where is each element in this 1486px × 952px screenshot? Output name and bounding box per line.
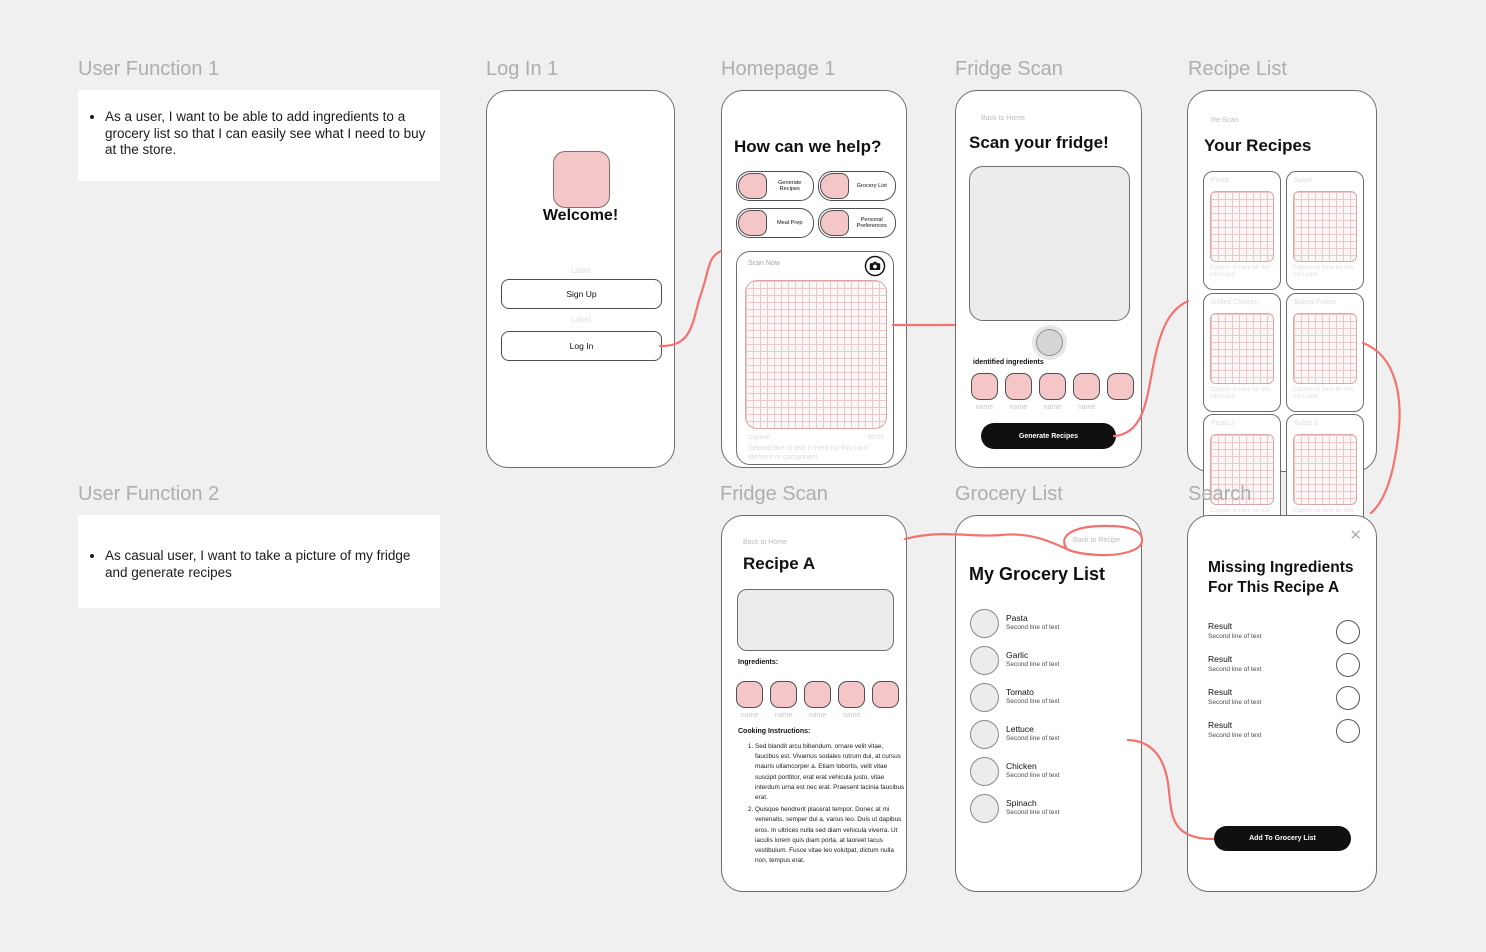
scan-caption: Caption [748, 434, 771, 441]
ingredients-row [736, 681, 899, 708]
identified-ingredients-row [971, 373, 1134, 400]
camera-icon[interactable] [864, 255, 886, 282]
my-grocery-list-heading: My Grocery List [969, 564, 1106, 584]
frame-title-grocery-list: Grocery List [955, 483, 1063, 505]
log-in-button[interactable] [501, 331, 662, 361]
grocery-item-name: Lettuce [1006, 724, 1034, 734]
field-label-1: Label [570, 266, 591, 275]
result-name: Result [1208, 654, 1233, 664]
field-label-2: Label [570, 315, 591, 324]
recipe-card-baked-potato[interactable]: Baked Potato Caption in here for this mini-card [1286, 293, 1364, 412]
grocery-item-detail: Second line of text [1006, 624, 1060, 631]
button-thumb [738, 173, 767, 199]
recipe-card-grilled-chicken[interactable]: Grilled Chicken Caption in here for this mini-card [1203, 293, 1281, 412]
grocery-item-name: Tomato [1006, 687, 1034, 697]
user-story-1-text: • As a user, I want to be able to add ingredients to a grocery list so that I can easily see what I need to buy at the store. [105, 109, 428, 159]
recipe-a-heading: Recipe A [743, 554, 816, 573]
ingredient-thumb [1039, 373, 1066, 400]
button-thumb [820, 173, 849, 199]
scan-time: 00:00 [867, 434, 884, 441]
ingredient-name: name [1043, 404, 1062, 411]
note-card-user-function-2 [78, 515, 440, 608]
ingredient-thumb [804, 681, 831, 708]
add-to-grocery-list-button[interactable]: Add To Grocery List [1214, 826, 1351, 851]
screen-grocery-list [955, 515, 1142, 892]
recipe-thumb-grid [1293, 191, 1357, 262]
grocery-item-detail: Second line of text [1006, 809, 1060, 816]
ingredient-thumb [1005, 373, 1032, 400]
result-check-circle[interactable] [1336, 620, 1360, 644]
re-scan-link[interactable]: Re-Scan [1211, 117, 1239, 124]
fridge-scan-heading: Scan your fridge! [969, 133, 1109, 152]
grocery-check-circle[interactable] [970, 683, 999, 712]
result-detail: Second line of text [1208, 699, 1262, 706]
sign-up-button[interactable] [501, 279, 662, 309]
button-thumb [738, 210, 767, 236]
ingredient-thumb [872, 681, 899, 708]
grocery-item-name: Pasta [1006, 613, 1028, 623]
ingredient-names-row [971, 404, 1100, 411]
sign-up-label: Sign Up [566, 289, 597, 299]
grocery-item-detail: Second line of text [1006, 661, 1060, 668]
result-check-circle[interactable] [1336, 686, 1360, 710]
result-name: Result [1208, 687, 1233, 697]
result-detail: Second line of text [1208, 633, 1262, 640]
grocery-check-circle[interactable] [970, 794, 999, 823]
recipe-card-pasta[interactable]: Pasta Caption in here for this mini-card [1203, 171, 1281, 290]
result-name: Result [1208, 621, 1233, 631]
cooking-step: 1. Sed blandit arcu bibendum, ornare velit vitae, faucibus est. Vivamus sodales rutrum dui, at cursus mauris ullamcorper a. Etiam lobortis, velit vitae suscipit porttitor, erat erat vehicula justo, vitae interdum urna est nec erat. Praesent lacinia faucibus erat. [755, 742, 905, 803]
screen-search [1187, 515, 1377, 892]
close-icon[interactable]: ✕ [1349, 527, 1362, 544]
ingredient-name: name [740, 712, 759, 719]
button-thumb [820, 210, 849, 236]
grocery-item-detail: Second line of text [1006, 772, 1060, 779]
grocery-item-name: Spinach [1006, 798, 1037, 808]
cooking-steps-list [742, 742, 905, 868]
ingredient-thumb [736, 681, 763, 708]
ingredient-name: name [774, 712, 793, 719]
back-to-home-link[interactable]: Back to Home [981, 115, 1025, 122]
personal-preferences-nav-button[interactable]: Personal Preferences [818, 208, 896, 238]
grocery-check-circle[interactable] [970, 720, 999, 749]
frame-title-recipe-list: Recipe List [1188, 58, 1287, 80]
log-in-label: Log In [569, 341, 594, 351]
screen-fridge-scan [955, 90, 1142, 468]
app-logo [553, 151, 610, 208]
ingredient-thumb [838, 681, 865, 708]
ingredient-name: name [842, 712, 861, 719]
grocery-item-detail: Second line of text [1006, 698, 1060, 705]
grocery-list-nav-button[interactable]: Grocery List [818, 171, 896, 201]
recipe-thumb-grid [1210, 313, 1274, 384]
generate-recipes-nav-button[interactable]: Generate Recipes [736, 171, 814, 201]
cooking-step: 2. Quisque hendrerit placerat tempor. Donec at mi venenatis, semper dui a, varius leo. Duis ut dapibus eros. In ultrices nulla sed diam vehicula viverra. Ut iaculis lorem quis diam porta, at laoreet lacus vestibulum. Fusce vitae leo volutpat, dictum nulla non, tempus erat. [755, 805, 905, 866]
result-name: Result [1208, 720, 1233, 730]
recipe-thumb-grid [1293, 434, 1357, 505]
frame-title-search: Search [1188, 483, 1252, 505]
note-card-user-function-1 [78, 90, 440, 181]
ingredient-names-row [736, 712, 865, 719]
frame-title-fridge-scan: Fridge Scan [955, 58, 1063, 80]
grocery-item-name: Chicken [1006, 761, 1037, 771]
screen-log-in [486, 90, 675, 468]
frame-title-user-function-2: User Function 2 [78, 483, 220, 505]
recipe-card-salad-2[interactable]: Salad 2 Caption in here for this [1286, 414, 1364, 533]
user-story-2-text: • As casual user, I want to take a picture of my fridge and generate recipes [105, 548, 428, 581]
frame-title-recipe-detail: Fridge Scan [720, 483, 828, 505]
grocery-check-circle[interactable] [970, 646, 999, 675]
screen-recipe-detail [721, 515, 907, 892]
welcome-heading: Welcome! [542, 207, 619, 224]
recipe-thumb-grid [1293, 313, 1357, 384]
ingredient-thumb [1073, 373, 1100, 400]
result-check-circle[interactable] [1336, 653, 1360, 677]
scan-now-label: Scan Now [748, 260, 780, 267]
back-to-recipe-link[interactable]: Back to Recipe [1073, 537, 1121, 544]
grocery-check-circle[interactable] [970, 757, 999, 786]
identified-ingredients-label: identified ingredients [973, 359, 1044, 366]
grocery-check-circle[interactable] [970, 609, 999, 638]
meal-prep-nav-button[interactable]: Meal Prep [736, 208, 814, 238]
recipe-thumb-grid [1210, 191, 1274, 262]
ingredient-thumb [1107, 373, 1134, 400]
ingredient-name: name [1009, 404, 1028, 411]
generate-recipes-button[interactable]: Generate Recipes [981, 423, 1116, 449]
grocery-item-detail: Second line of text [1006, 735, 1060, 742]
ingredient-name: name [1077, 404, 1096, 411]
recipe-card-pasta-2[interactable]: Pasta 2 Caption in here for this [1203, 414, 1281, 533]
ingredient-thumb [971, 373, 998, 400]
recipe-card-salad[interactable]: Salad Caption in here for this mini-card [1286, 171, 1364, 290]
recipe-image-placeholder [737, 589, 894, 651]
shutter-button[interactable] [1036, 329, 1063, 356]
ingredients-label: Ingredients: [738, 659, 779, 666]
your-recipes-heading: Your Recipes [1204, 136, 1312, 155]
scan-now-card[interactable] [736, 251, 894, 465]
ingredient-name: name [975, 404, 994, 411]
ingredient-thumb [770, 681, 797, 708]
cooking-instructions-label: Cooking Instructions: [738, 728, 811, 735]
homepage-heading: How can we help? [734, 137, 882, 156]
scan-subtext: Second line of text in here for this card element or component. [748, 445, 868, 461]
result-detail: Second line of text [1208, 666, 1262, 673]
camera-viewport [969, 166, 1130, 321]
ingredient-name: name [808, 712, 827, 719]
frame-title-log-in: Log In 1 [486, 58, 559, 80]
grocery-item-name: Garlic [1006, 650, 1029, 660]
frame-title-homepage: Homepage 1 [721, 58, 836, 80]
missing-ingredients-heading: Missing Ingredients For This Recipe A [1208, 559, 1354, 596]
screen-homepage [721, 90, 907, 468]
result-detail: Second line of text [1208, 732, 1262, 739]
frame-title-user-function-1: User Function 1 [78, 58, 220, 80]
scan-preview-grid [745, 280, 887, 429]
result-check-circle[interactable] [1336, 719, 1360, 743]
back-to-home-link[interactable]: Back to Home [743, 539, 787, 546]
